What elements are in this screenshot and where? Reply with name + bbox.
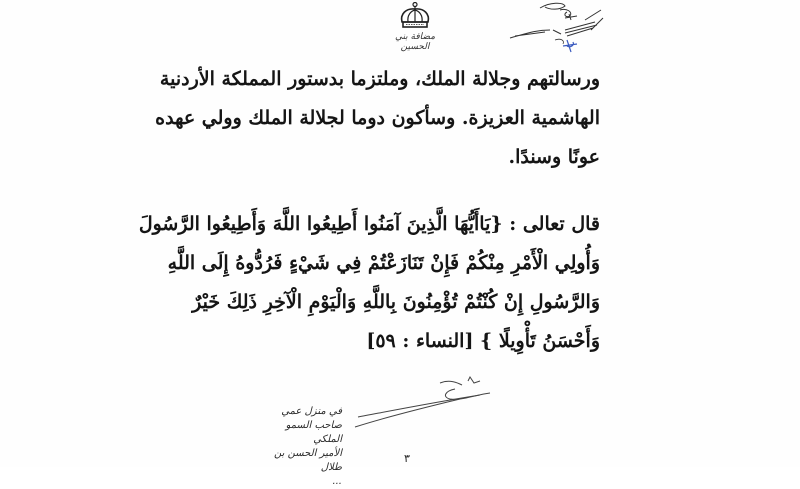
paragraph-2-line-3: وَالرَّسُولِ إِنْ كُنْتُمْ تُؤْمِنُونَ بِاللَّهِ وَالْيَوْمِ الْآخِرِ ذَلِكَ خَيْرٌ: [192, 291, 600, 313]
handwritten-note-line-2: صاحب السمو الملكي: [285, 420, 342, 445]
letterhead: [380, 2, 450, 52]
top-signatures: [505, 0, 605, 55]
handwritten-note: [262, 405, 342, 489]
paragraph-1-line-2: الهاشمية العزيزة. وسأكون دوما لجلالة الملك وولي عهده: [155, 107, 600, 129]
paragraph-1-line-3: عونًا وسندًا.: [508, 146, 600, 168]
paragraph-2-quran-verse: [138, 205, 600, 361]
paragraph-1-line-1: ورسالتهم وجلالة الملك، وملتزما بدستور المملكة الأردنية: [159, 68, 600, 90]
paragraph-1: [155, 60, 600, 177]
bottom-signature: [350, 375, 500, 435]
paragraph-2-line-4: وَأَحْسَنُ تَأْوِيلًا } [النساء : ٥٩]: [366, 330, 600, 352]
letterhead-caption: مضافة بني الحسين: [394, 32, 436, 52]
page-number: ٣: [404, 452, 410, 465]
crown-icon: [380, 2, 450, 30]
handwritten-note-line-3: الأمير الحسن بن طلال: [274, 448, 342, 473]
handwritten-note-line-4: ...: [332, 476, 342, 487]
paragraph-2-line-2: وَأُولِي الْأَمْرِ مِنْكُمْ فَإِنْ تَنَازَعْتُمْ فِي شَيْءٍ فَرُدُّوهُ إِلَى اللَّهِ: [167, 252, 600, 274]
handwritten-note-line-1: في منزل عمي: [281, 406, 342, 417]
paragraph-2-line-1: قال تعالى : {يَاأَيُّهَا الَّذِينَ آمَنُوا أَطِيعُوا اللَّهَ وَأَطِيعُوا الرَّسُولَ: [138, 213, 600, 235]
